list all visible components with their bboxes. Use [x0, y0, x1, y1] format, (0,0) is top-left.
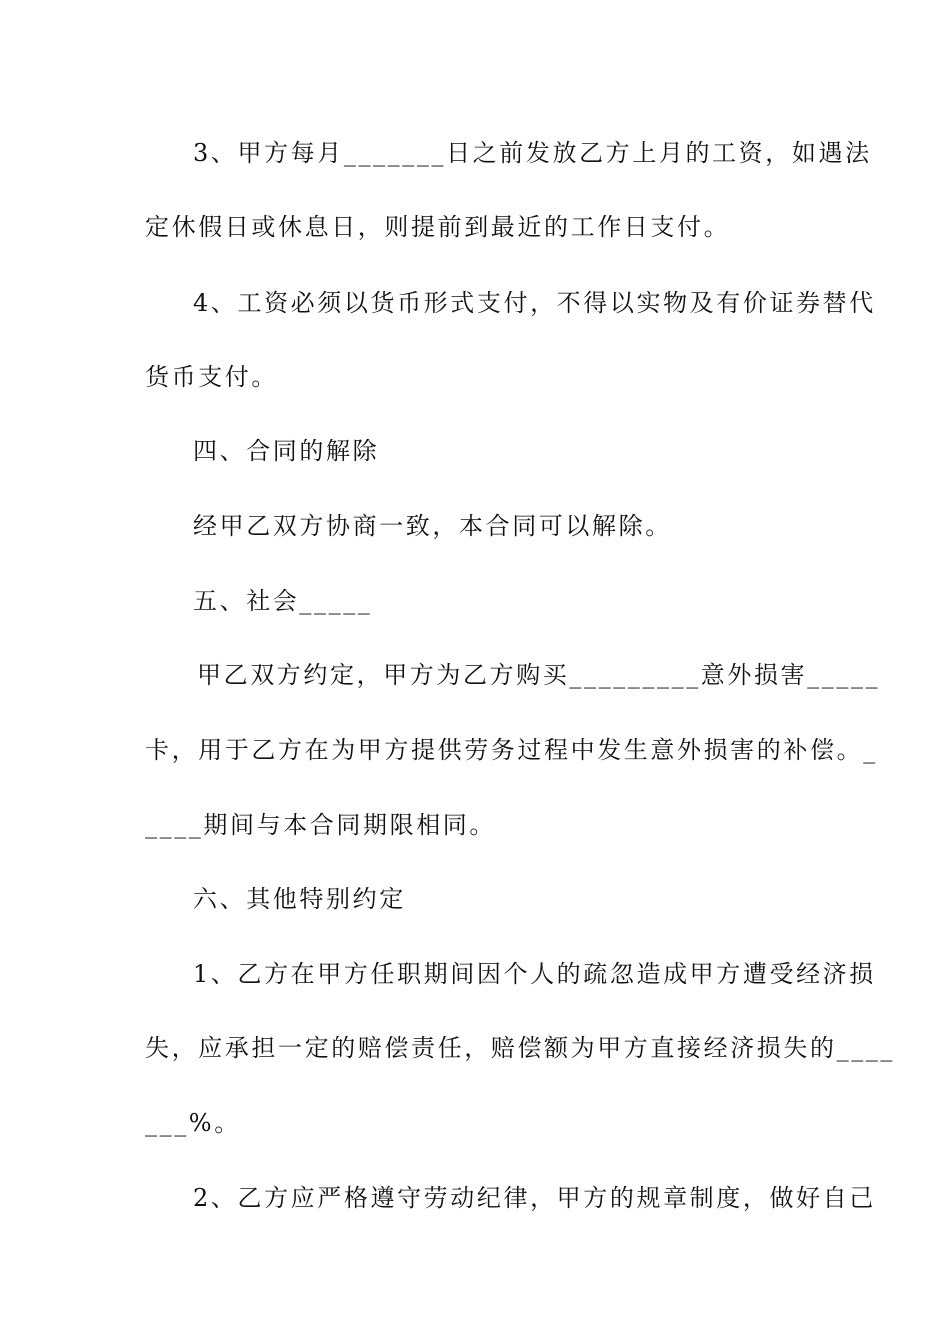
paragraph-line: ____期间与本合同期限相同。	[145, 811, 496, 839]
paragraph-line: 3、甲方每月_______日之前发放乙方上月的工资，如遇法	[193, 139, 872, 167]
paragraph-line: 1、乙方在甲方任职期间因个人的疏忽造成甲方遭受经济损	[193, 960, 876, 988]
paragraph-line: 甲乙双方约定，甲方为乙方购买_________意外损害_____	[197, 661, 881, 689]
paragraph-line: 卡，用于乙方在为甲方提供劳务过程中发生意外损害的补偿。_	[145, 736, 878, 764]
paragraph-line: 定休假日或休息日，则提前到最近的工作日支付。	[145, 213, 731, 241]
paragraph-line: 失，应承担一定的赔偿责任，赔偿额为甲方直接经济损失的____	[145, 1034, 895, 1062]
paragraph-line: 货币支付。	[145, 363, 278, 391]
paragraph-line: 2、乙方应严格遵守劳动纪律，甲方的规章制度，做好自己	[193, 1184, 876, 1212]
section-heading: 五、社会_____	[193, 587, 373, 615]
paragraph-line: 4、工资必须以货币形式支付，不得以实物及有价证券替代	[193, 289, 876, 317]
section-heading: 六、其他特别约定	[193, 885, 406, 913]
paragraph-line: 经甲乙双方协商一致，本合同可以解除。	[193, 512, 672, 540]
paragraph-line: ___%。	[145, 1109, 241, 1137]
section-heading: 四、合同的解除	[193, 437, 380, 465]
